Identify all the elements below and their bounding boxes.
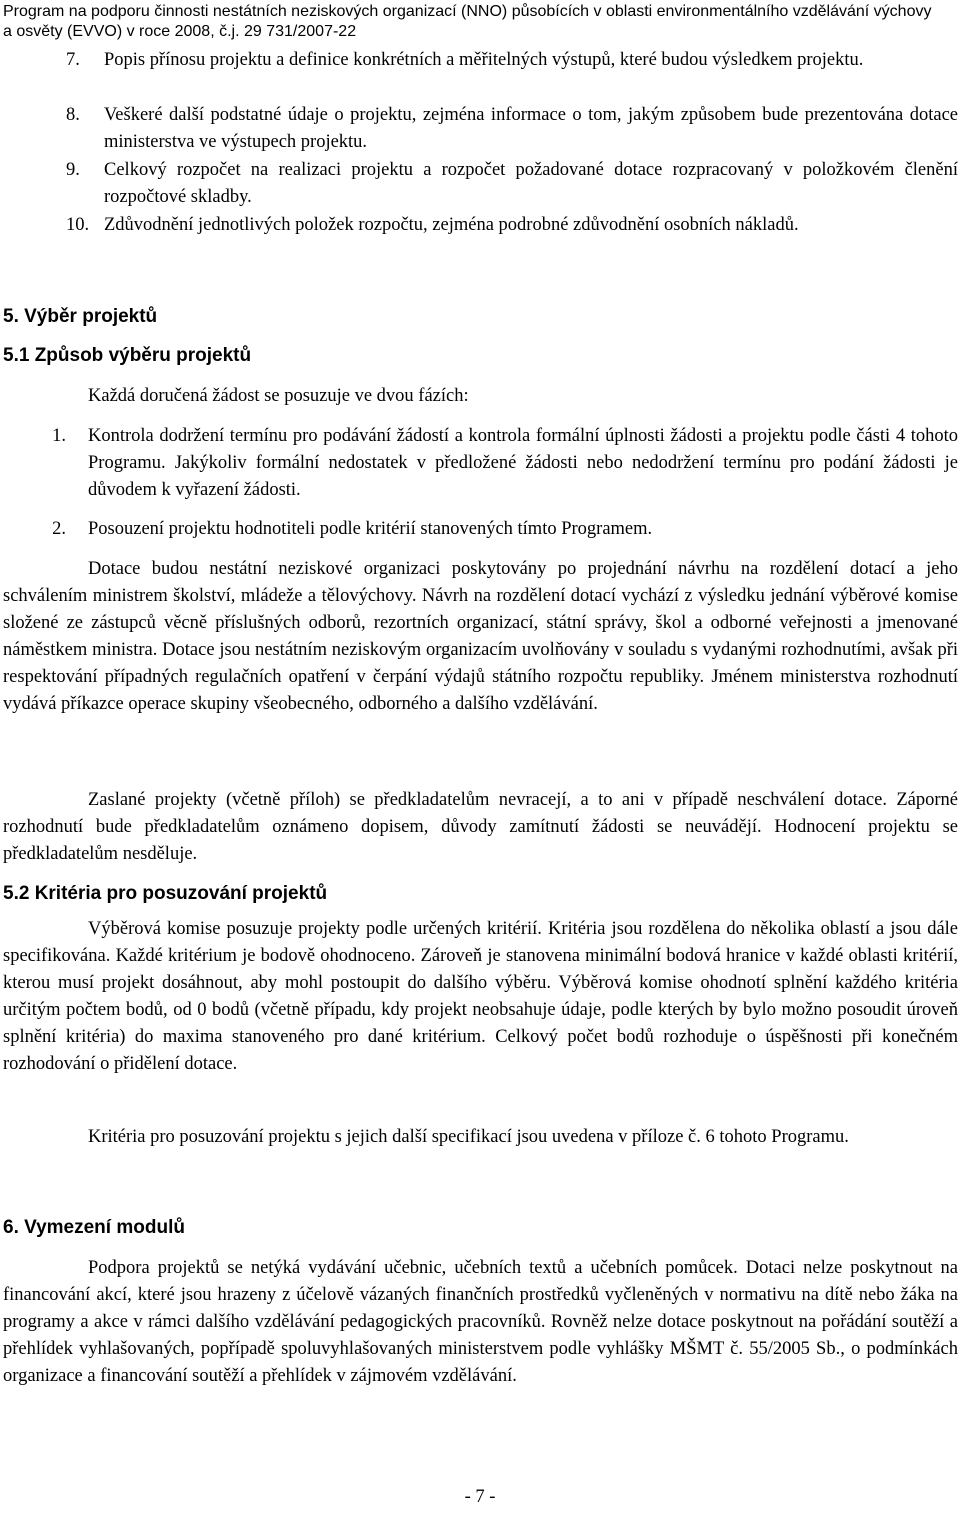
phase-number: 1. <box>52 426 66 446</box>
paragraph-subsidy-approval: Dotace budou nestátní neziskové organizaci poskytovány po projednání návrhu na rozdělení dotací a jeho schválením ministrem školství, mládeže a tělovýchovy. Návrh na rozdělení dotací vychází z výsledku jednání výběrové komise složené ze zástupců věcně příslušných odborů, rezortních organizací, státní správy, škol a odborné veřejnosti a jmenované náměstkem ministra. Dotace jsou nestátním neziskovým organizacím uvolňovány v souladu s vydanými rozhodnutími, avšak při respektování případných regulačních opatření v čerpání výdajů státního rozpočtu republiky. Jménem ministerstva rozhodnutí vydává příkazce operace skupiny všeobecného, odborného a dalšího vzdělávání. <box>3 559 958 714</box>
list-item <box>66 157 958 211</box>
phase-text: Kontrola dodržení termínu pro podávání žádostí a kontrola formální úplnosti žádosti a projektu podle části 4 tohoto Programu. Jakýkoliv formální nedostatek v předložené žádosti nebo nedodržení termínu pro podání žádosti je důvodem k vyřazení žádosti. <box>88 426 958 500</box>
list-item-number: 10. <box>66 215 90 235</box>
paragraph-criteria-appendix: Kritéria pro posuzování projektu s jejich další specifikací jsou uvedena v příloze č. 6 tohoto Programu. <box>88 1127 849 1147</box>
paragraph-criteria: Výběrová komise posuzuje projekty podle určených kritérií. Kritéria jsou rozdělena do několika oblastí a jsou dále specifikována. Každé kritérium je bodově ohodnoceno. Zároveň je stanovena minimální bodová hranice v každé oblasti kritérií, kterou musí projekt dosáhnout, aby mohl postoupit do dalšího výběru. Výběrová komise ohodnotí splnění každého kritéria určitým počtem bodů, od 0 bodů (včetně případu, kdy projekt neobsahuje údaje, podle kterých by bylo možno posoudit úroveň splnění kritéria) do maxima stanoveného pro dané kritérium. Celkový počet bodů rozhoduje o úspěšnosti při konečném rozhodování o přidělení dotace. <box>3 919 958 1074</box>
phase-item <box>52 423 958 504</box>
list-item <box>66 102 958 156</box>
section-6-title: 6. Vymezení modulů <box>3 1217 185 1238</box>
header-line-1: Program na podporu činnosti nestátních neziskových organizací (NNO) působících v oblasti environmentálního vzdělávání výchovy <box>3 3 932 20</box>
paragraph-rejection: Zaslané projekty (včetně příloh) se předkladatelům nevracejí, a to ani v případě neschválení dotace. Záporné rozhodnutí bude předkladatelům oznámeno dopisem, důvody zamítnutí žádosti se neuvádějí. Hodnocení projektu se předkladatelům nesděluje. <box>3 790 958 864</box>
list-item-number: 9. <box>66 160 80 180</box>
list-item-text: Popis přínosu projektu a definice konkrétních a měřitelných výstupů, které budou výsledkem projektu. <box>104 50 864 70</box>
section-5-1-title: 5.1 Způsob výběru projektů <box>3 345 252 366</box>
list-item-text: Zdůvodnění jednotlivých položek rozpočtu, zejména podrobné zdůvodnění osobních nákladů. <box>104 215 799 235</box>
list-item-number: 8. <box>66 105 80 125</box>
document-header <box>3 2 958 42</box>
list-item <box>66 47 958 74</box>
evaluation-intro: Každá doručená žádost se posuzuje ve dvou fázích: <box>88 386 469 406</box>
list-item <box>66 212 958 239</box>
list-item-text: Veškeré další podstatné údaje o projektu, zejména informace o tom, jakým způsobem bude prezentována dotace ministerstva ve výstupech projektu. <box>104 105 958 152</box>
list-item-text: Celkový rozpočet na realizaci projektu a rozpočet požadované dotace rozpracovaný v položkovém členění rozpočtové skladby. <box>104 160 958 207</box>
page-number: - 7 - <box>464 1487 496 1507</box>
phase-number: 2. <box>52 519 66 539</box>
phase-text: Posouzení projektu hodnotiteli podle kritérií stanovených tímto Programem. <box>88 519 653 539</box>
paragraph-modules: Podpora projektů se netýká vydávání učebnic, učebních textů a učebních pomůcek. Dotaci nelze poskytnout na financování akcí, které jsou hrazeny z účelově vázaných finančních prostředků vyčleněných v normativu na dítě nebo žáka na programy a akce v rámci dalšího vzdělávání pedagogických pracovníků. Rovněž nelze dotace poskytnout na pořádání soutěží a přehlídek vyhlašovaných, popřípadě spoluvyhlašovaných ministerstvem podle vyhlášky MŠMT č. 55/2005 Sb., o podmínkách organizace a financování soutěží a přehlídek v zájmovém vzdělávání. <box>3 1258 958 1386</box>
header-line-2: a osvěty (EVVO) v roce 2008, č.j. 29 731/2007-22 <box>3 23 357 40</box>
list-item-number: 7. <box>66 50 80 70</box>
phase-item <box>52 516 958 543</box>
section-5-title: 5. Výběr projektů <box>3 306 158 327</box>
section-5-2-title: 5.2 Kritéria pro posuzování projektů <box>3 883 328 904</box>
